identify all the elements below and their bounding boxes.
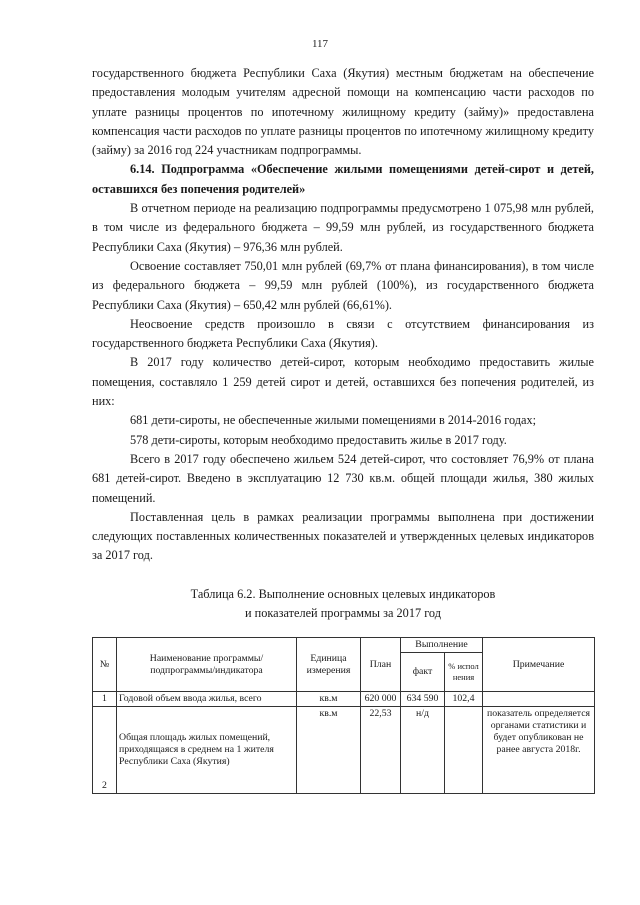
cell-note: показатель определяется органами статистики и будет опубликован не ранее августа 2018г. [483,707,595,794]
table-caption-line: Таблица 6.2. Выполнение основных целевых индикаторов [190,587,496,601]
table-row [93,707,595,794]
header-num: № [93,638,117,692]
header-name: Наименование программы/ подпрограммы/индикатора [117,638,297,692]
table-header-row [93,638,595,653]
indicators-table [92,637,595,794]
table-caption [92,585,594,624]
header-note: Примечание [483,638,595,692]
paragraph: государственного бюджета Республики Саха (Якутия) местным бюджетам на обеспечение предоставления молодым учителям адресной помощи на компенсацию части расходов по уплате разницы процентов по ипотечному жилищному кредиту (займу)» предоставлена компенсация части расходов по уплате разницы процентов по ипотечному жилищному кредиту (займу) за 2016 год 224 участникам подпрограммы. [92,66,594,158]
page-number: 117 [311,38,329,50]
cell-num: 2 [93,707,117,794]
paragraph: Неосвоение средств произошло в связи с отсутствием финансирования из государственного бюджета Республики Саха (Якутия). [92,316,594,351]
cell-name: Общая площадь жилых помещений, приходящаяся в среднем на 1 жителя Республики Саха (Якутия) [117,707,297,794]
cell-unit: кв.м [297,707,361,794]
cell-fact: 634 590 [401,692,445,707]
header-execution: Выполнение [401,638,483,653]
paragraph: 578 дети-сироты, которым необходимо предоставить жилье в 2017 году. [130,432,507,447]
paragraph: Всего в 2017 году обеспечено жильем 524 детей-сирот, что состовляет 76,9% от плана 681 детей-сирот. Введено в эксплуатацию 12 730 кв.м. общей площади жилья, 380 жилых помещений. [92,451,594,505]
header-unit: Единица измерения [297,638,361,692]
paragraph: В 2017 году количество детей-сирот, которым необходимо предоставить жилые помещения, составляло 1 259 детей сирот и детей, оставшихся без попечения родителей, из них: [92,355,594,409]
header-fact: факт [401,653,445,692]
cell-plan: 22,53 [361,707,401,794]
cell-unit: кв.м [297,692,361,707]
paragraph: В отчетном периоде на реализацию подпрограммы предусмотрено 1 075,98 млн рублей, в том числе из федерального бюджета – 99,59 млн рублей, из государственного бюджета Республики Саха (Якутия) – 976,36 млн рублей. [92,201,594,254]
cell-name: Годовой объем ввода жилья, всего [117,692,297,707]
cell-percent [445,707,483,794]
header-plan: План [361,638,401,692]
table-caption-line: и показателей программы за 2017 год [245,606,441,621]
section-heading: 6.14. Подпрограмма «Обеспечение жилыми помещениями детей-сирот и детей, оставшихся без попечения родителей» [92,162,594,196]
paragraph: 681 дети-сироты, не обеспеченные жилыми помещениями в 2014-2016 годах; [130,413,537,428]
paragraph: Освоение составляет 750,01 млн рублей (69,7% от плана финансирования), в том числе из федерального бюджета – 99,59 млн рублей (100%), из государственного бюджета Республики Саха (Якутия) – 650,42 млн рублей (66,61%). [92,258,594,312]
header-percent: % испол нения [445,653,483,692]
body-text [92,64,594,566]
cell-fact: н/д [401,707,445,794]
cell-plan: 620 000 [361,692,401,707]
cell-num: 1 [93,692,117,707]
table-row [93,692,595,707]
paragraph: Поставленная цель в рамках реализации программы выполнена при достижении следующих поставленных количественных показателей и утвержденных целевых индикаторов за 2017 год. [92,509,594,563]
cell-percent: 102,4 [445,692,483,707]
cell-note [483,692,595,707]
